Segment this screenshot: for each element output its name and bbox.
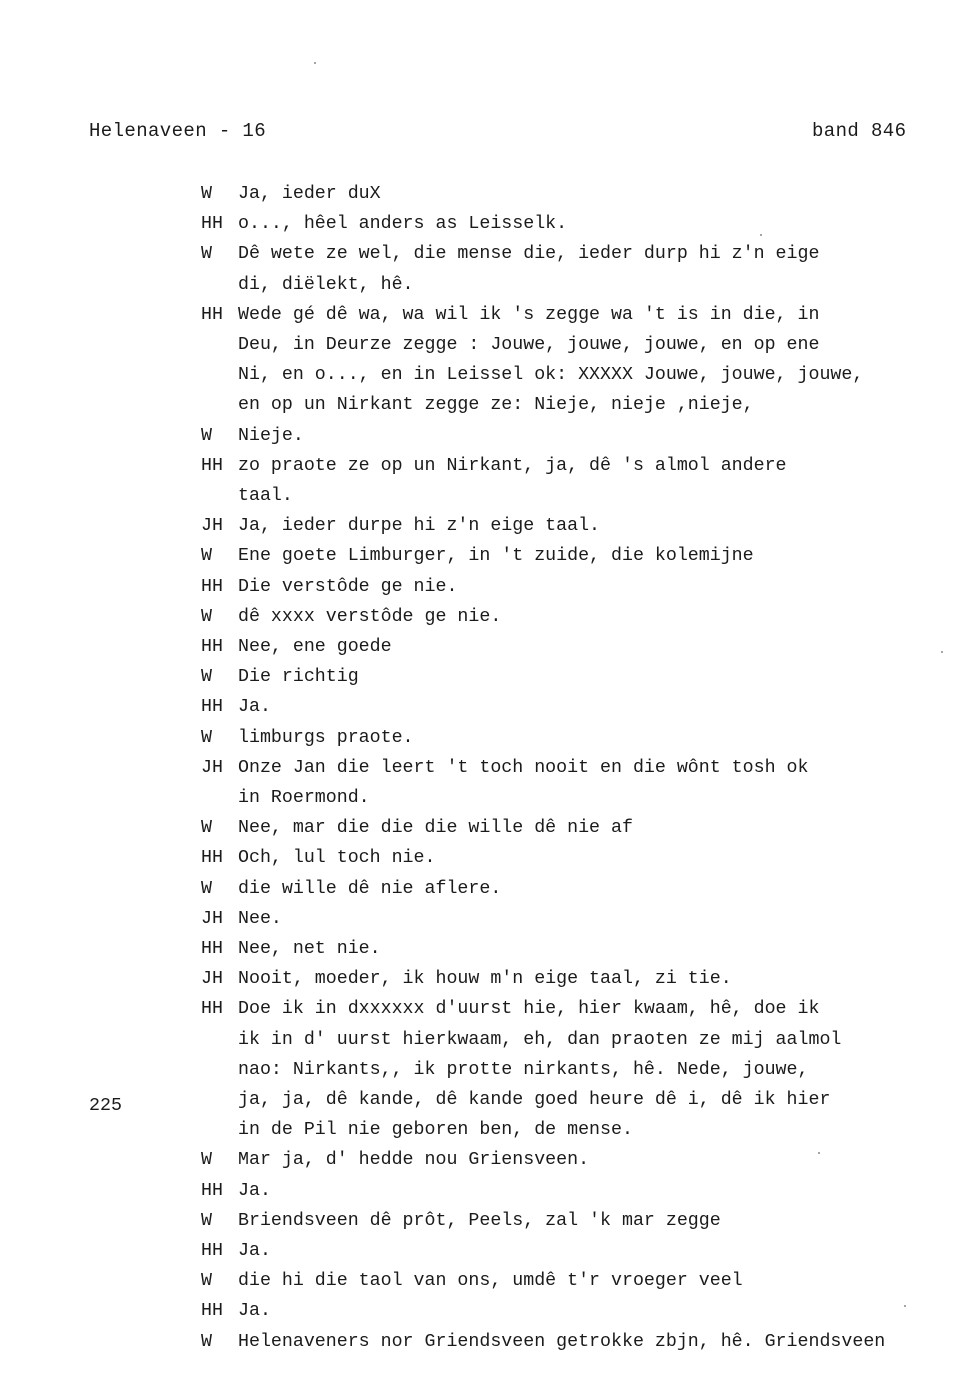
utterance-text: ik in d' uurst hierkwaam, eh, dan praoten ze mij aalmol	[238, 1029, 842, 1050]
transcript-line	[0, 361, 979, 389]
transcript-line	[0, 1146, 979, 1174]
transcript-line	[0, 875, 979, 903]
transcript-line	[0, 1026, 979, 1054]
utterance-text: di, diëlekt, hê.	[238, 274, 414, 295]
scan-speck	[904, 1305, 906, 1307]
speaker-label: HH	[201, 637, 223, 657]
utterance-text: o..., hêel anders as Leisselk.	[238, 214, 568, 235]
utterance-text: Wede gé dê wa, wa wil ik 's zegge wa 't is in die, in	[238, 304, 820, 325]
utterance-text: Mar ja, d' hedde nou Griensveen.	[238, 1150, 590, 1171]
utterance-text: ja, ja, dê kande, dê kande goed heure dê i, dê ik hier	[238, 1090, 831, 1110]
utterance-text: Nieje.	[238, 425, 304, 446]
utterance-text: Die verstôde ge nie.	[238, 576, 458, 597]
utterance-text: en op un Nirkant zegge ze: Nieje, nieje ,nieje,	[238, 395, 754, 416]
utterance-text: Nee, mar die die die wille dê nie af	[238, 818, 633, 839]
scan-speck	[760, 234, 762, 236]
transcript-line	[0, 663, 979, 691]
utterance-text: Ene goete Limburger, in 't zuide, die kolemijne	[238, 546, 754, 567]
speaker-label: W	[201, 546, 212, 567]
utterance-text: Briendsveen dê prôt, Peels, zal 'k mar zegge	[238, 1210, 721, 1231]
utterance-text: Nee.	[238, 908, 282, 929]
scan-speck	[314, 62, 316, 64]
transcript-line	[0, 905, 979, 933]
utterance-text: Ja, ieder durpe hi z'n eige taal.	[238, 516, 601, 537]
speaker-label: W	[201, 244, 212, 265]
speaker-label: HH	[201, 1301, 223, 1322]
transcript-line	[0, 603, 979, 631]
transcript-line	[0, 512, 979, 540]
transcript-line	[0, 452, 979, 480]
speaker-label: HH	[201, 1241, 223, 1261]
speaker-label: W	[201, 727, 212, 748]
transcript-line	[0, 724, 979, 752]
speaker-label: JH	[201, 757, 223, 778]
speaker-label: W	[201, 878, 212, 899]
speaker-label: W	[201, 425, 212, 446]
transcript-line	[0, 844, 979, 872]
utterance-text: Doe ik in dxxxxxx d'uurst hie, hier kwaam, hê, doe ik	[238, 999, 820, 1020]
utterance-text: in de Pil nie geboren ben, de mense.	[238, 1120, 633, 1141]
transcript-line	[0, 240, 979, 268]
speaker-label: HH	[201, 304, 223, 325]
utterance-text: Die richtig	[238, 667, 359, 688]
speaker-label: HH	[201, 848, 223, 869]
speaker-label: W	[201, 1331, 212, 1352]
utterance-text: die hi die taol van ons, umdê t'r vroeger veel	[238, 1271, 743, 1292]
utterance-text: die wille dê nie aflere.	[238, 878, 502, 899]
transcript-line	[0, 693, 979, 721]
speaker-label: JH	[201, 908, 223, 929]
utterance-text: Ja.	[238, 1241, 271, 1261]
speaker-label: HH	[201, 939, 223, 959]
transcript-line	[0, 1207, 979, 1235]
header-tape-number: band 846	[812, 120, 907, 142]
speaker-label: W	[201, 1210, 212, 1231]
speaker-label: HH	[201, 576, 223, 597]
transcript-line	[0, 995, 979, 1023]
transcript-line	[0, 784, 979, 812]
transcript-line	[0, 1086, 979, 1114]
utterance-text: Ja, ieder duX	[238, 184, 381, 204]
utterance-text: zo praote ze op un Nirkant, ja, dê 's almol andere	[238, 455, 787, 476]
utterance-text: in Roermond.	[238, 788, 370, 808]
transcript-line	[0, 1267, 979, 1295]
transcript-line	[0, 210, 979, 238]
speaker-label: W	[201, 818, 212, 839]
transcript-line	[0, 1328, 979, 1356]
utterance-text: Ja.	[238, 697, 271, 718]
utterance-text: Och, lul toch nie.	[238, 848, 436, 869]
transcript-line	[0, 1237, 979, 1265]
transcript-line	[0, 422, 979, 450]
speaker-label: HH	[201, 455, 223, 476]
transcript-line	[0, 180, 979, 208]
transcript-line	[0, 331, 979, 359]
speaker-label: W	[201, 1150, 212, 1171]
speaker-label: HH	[201, 697, 223, 718]
utterance-text: Dê wete ze wel, die mense die, ieder durp hi z'n eige	[238, 244, 820, 265]
transcript-line	[0, 1056, 979, 1084]
speaker-label: HH	[201, 999, 223, 1020]
utterance-text: Deu, in Deurze zegge : Jouwe, jouwe, jouwe, en op ene	[238, 335, 820, 355]
scan-speck	[818, 1152, 820, 1154]
transcript-line	[0, 1177, 979, 1205]
utterance-text: Onze Jan die leert 't toch nooit en die wônt tosh ok	[238, 757, 809, 778]
transcript-line	[0, 482, 979, 510]
speaker-label: W	[201, 184, 212, 204]
transcript-line	[0, 573, 979, 601]
utterance-text: Nee, net nie.	[238, 939, 381, 959]
transcript-line	[0, 1297, 979, 1325]
transcript-line	[0, 814, 979, 842]
speaker-label: HH	[201, 214, 223, 235]
utterance-text: dê xxxx verstôde ge nie.	[238, 606, 502, 627]
utterance-text: limburgs praote.	[238, 727, 414, 748]
utterance-text: Ja.	[238, 1301, 271, 1322]
transcript-line	[0, 633, 979, 661]
transcript-line	[0, 935, 979, 963]
speaker-label: W	[201, 606, 212, 627]
utterance-text: Ni, en o..., en in Leissel ok: XXXXX Jouwe, jouwe, jouwe,	[238, 365, 864, 386]
transcript-line	[0, 542, 979, 570]
transcript-line	[0, 301, 979, 329]
scan-speck	[941, 651, 943, 653]
transcript-line	[0, 965, 979, 993]
transcript-line	[0, 1116, 979, 1144]
header-location-page: Helenaveen - 16	[89, 120, 267, 142]
transcript-line	[0, 271, 979, 299]
utterance-text: Helenaveners nor Griendsveen getrokke zbjn, hê. Griendsveen	[238, 1331, 886, 1352]
margin-line-number: 225	[89, 1096, 122, 1116]
speaker-label: W	[201, 1271, 212, 1292]
utterance-text: taal.	[238, 486, 293, 506]
transcript-line	[0, 754, 979, 782]
utterance-text: nao: Nirkants,, ik protte nirkants, hê. Nede, jouwe,	[238, 1059, 809, 1080]
utterance-text: Nooit, moeder, ik houw m'n eige taal, zi tie.	[238, 969, 732, 990]
speaker-label: HH	[201, 1180, 223, 1201]
utterance-text: Nee, ene goede	[238, 637, 392, 657]
utterance-text: Ja.	[238, 1180, 271, 1201]
speaker-label: JH	[201, 516, 223, 537]
speaker-label: W	[201, 667, 212, 688]
speaker-label: JH	[201, 969, 223, 990]
transcript-line	[0, 391, 979, 419]
